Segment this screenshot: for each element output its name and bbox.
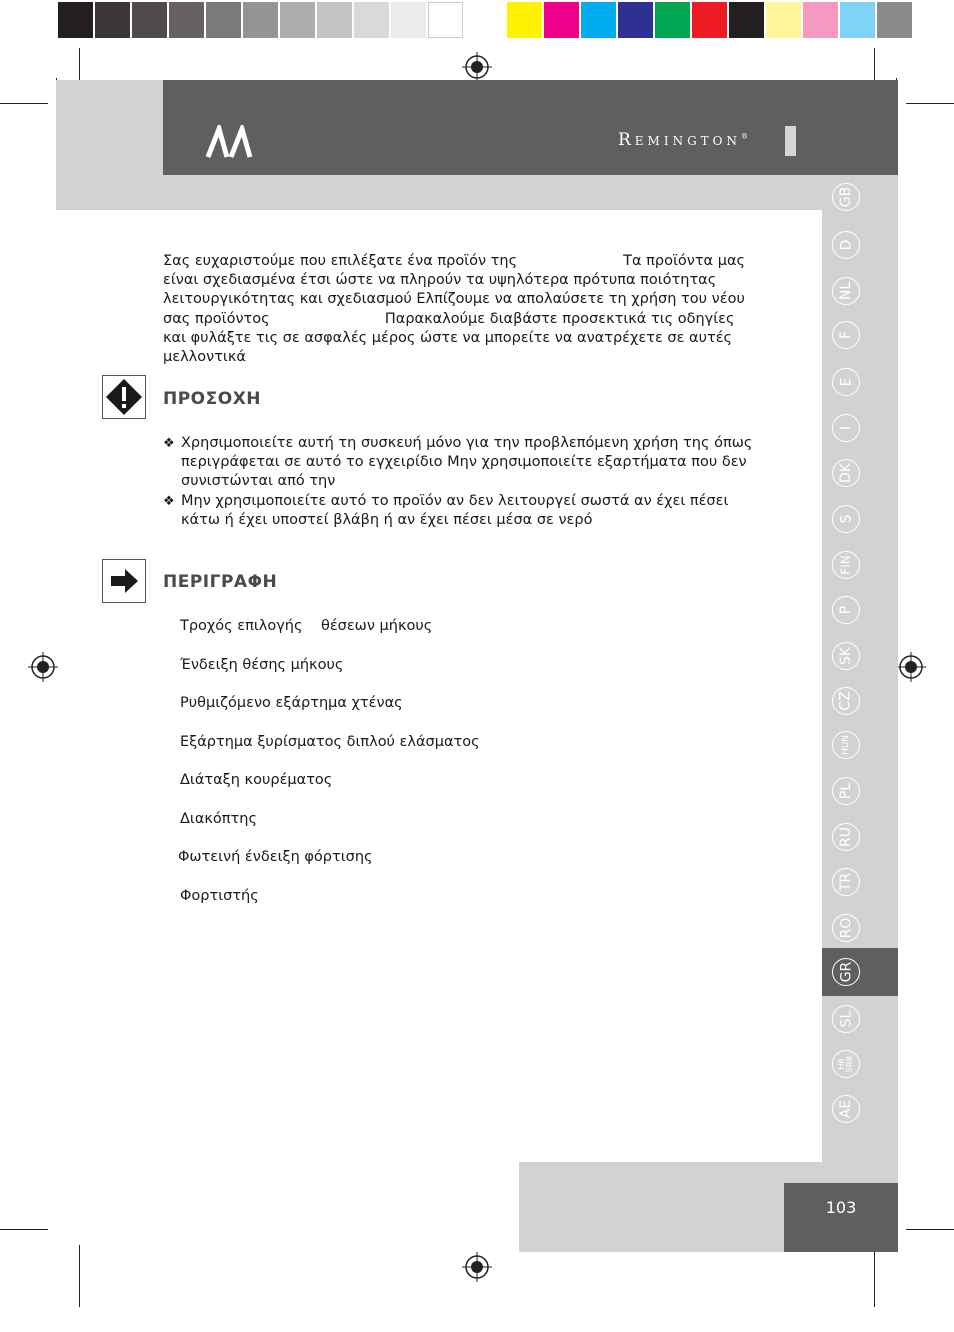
intro-line: μελλοντικά	[163, 349, 246, 366]
swatch	[243, 2, 278, 38]
language-tab-i[interactable]: I	[832, 414, 860, 442]
swatch	[840, 2, 875, 38]
caution-line: κάτω ή έχει υποστεί βλάβη ή αν έχει πέσει μέσα σε νερό	[181, 511, 593, 528]
intro-line: Σας ευχαριστούμε που επιλέξατε ένα προϊόν της Τα προϊόντα μας	[163, 253, 746, 269]
crop-mark	[79, 1245, 80, 1307]
warning-icon-box	[102, 375, 146, 419]
caution-line: συνιστώνται από την	[181, 473, 336, 490]
swatch	[803, 2, 838, 38]
swatch	[655, 2, 690, 38]
swatch	[206, 2, 241, 38]
language-tab-dk[interactable]: DK	[832, 459, 860, 487]
color-swatches	[507, 2, 914, 38]
swatch	[280, 2, 315, 38]
crop-mark	[0, 103, 48, 104]
arrow-right-icon	[103, 560, 145, 602]
swatch	[544, 2, 579, 38]
gray-swatches	[58, 2, 465, 38]
language-tab-gr[interactable]: GR	[832, 958, 860, 986]
arrow-icon-box	[102, 559, 146, 603]
description-item: Φορτιστής	[180, 888, 259, 904]
crop-mark	[906, 103, 954, 104]
intro-line: λειτουργικότητας και σχεδιασμού Ελπίζουμε να απολαύσετε τη χρήση του νέου	[163, 291, 745, 308]
caution-line: Χρησιμοποιείτε αυτή τη συσκευή μόνο για την προβλεπόμενη χρήση της όπως	[181, 435, 753, 451]
caution-item	[163, 434, 752, 492]
description-item: Εξάρτημα ξυρίσματος διπλού ελάσματος	[180, 734, 480, 750]
description-item: Ρυθμιζόμενο εξάρτημα χτένας	[180, 695, 403, 711]
language-tab-pl[interactable]: PL	[832, 777, 860, 805]
brand-logo	[618, 130, 748, 150]
caution-item	[163, 492, 752, 530]
description-item: Τροχός επιλογής θέσεων μήκους	[180, 618, 433, 634]
language-tab-ae[interactable]: AE	[832, 1095, 860, 1123]
language-tab-f[interactable]: F	[832, 321, 860, 349]
bullet-icon: ❖	[163, 493, 175, 509]
language-tab-s[interactable]: S	[832, 505, 860, 533]
language-tab-hun[interactable]: HUN	[832, 731, 860, 759]
crop-mark	[906, 1229, 954, 1230]
caution-list	[163, 434, 752, 530]
description-item: Διακόπτης	[180, 811, 257, 827]
language-tab-hr-srb[interactable]: HR SRB	[832, 1050, 860, 1078]
language-tab-ro[interactable]: RO	[832, 914, 860, 942]
registration-mark-icon	[462, 52, 492, 82]
swatch	[428, 2, 463, 38]
swatch	[729, 2, 764, 38]
bullet-icon: ❖	[163, 436, 175, 451]
brand-accent-bar	[785, 126, 796, 156]
description-item: Διάταξη κουρέματος	[180, 772, 333, 788]
description-heading: ΠΕΡΙΓΡΑΦΗ	[163, 572, 278, 592]
description-item: Φωτεινή ένδειξη φόρτισης	[178, 849, 373, 865]
page-number: 103	[825, 1198, 857, 1217]
swatch	[581, 2, 616, 38]
registration-mark-icon	[28, 652, 58, 682]
swatch	[354, 2, 389, 38]
swatch	[317, 2, 352, 38]
swatch	[507, 2, 542, 38]
intro-paragraph	[163, 252, 745, 367]
warning-icon	[103, 376, 145, 418]
swatch	[95, 2, 130, 38]
crop-mark	[874, 1245, 875, 1307]
language-tab-tr[interactable]: TR	[832, 868, 860, 896]
language-tab-p[interactable]: P	[832, 596, 860, 624]
swatch	[877, 2, 912, 38]
registered-mark: ®	[741, 132, 749, 141]
page-number-box	[784, 1183, 898, 1252]
intro-line: σας προϊόντος Παρακαλούμε διαβάστε προσεκτικά τις οδηγίες	[163, 310, 735, 327]
swatch	[58, 2, 93, 38]
brand-name: Remington	[618, 130, 742, 150]
intro-line: και φυλάξτε τις σε ασφαλές μέρος ώστε να μπορείτε να ανατρέχετε σε αυτές	[163, 329, 733, 346]
language-tab-nl[interactable]: NL	[832, 277, 860, 305]
language-tab-fin[interactable]: FIN	[832, 551, 860, 579]
swatch	[169, 2, 204, 38]
swatch	[132, 2, 167, 38]
caution-heading: ΠΡΟΣΟΧΗ	[163, 389, 262, 409]
language-tab-sk[interactable]: SK	[832, 642, 860, 670]
language-tab-gb[interactable]: GB	[832, 183, 860, 211]
language-tab-ru[interactable]: RU	[832, 823, 860, 851]
swatch	[766, 2, 801, 38]
swatch	[618, 2, 653, 38]
language-tab-e[interactable]: E	[832, 368, 860, 396]
description-item: Ένδειξη θέσης μήκους	[180, 657, 344, 673]
caution-line: Μην χρησιμοποιείτε αυτό το προϊόν αν δεν λειτουργεί σωστά αν έχει πέσει	[181, 492, 729, 509]
intro-line: είναι σχεδιασμένα έτσι ώστε να πληρούν τα υψηλότερα πρότυπα ποιότητας	[163, 272, 717, 289]
caution-line: περιγράφεται σε αυτό το εγχειρίδιο Μην χρησιμοποιείτε εξαρτήματα που δεν	[181, 454, 747, 471]
swatch	[692, 2, 727, 38]
registration-mark-icon	[462, 1252, 492, 1282]
registration-mark-icon	[896, 652, 926, 682]
language-tab-cz[interactable]: CZ	[832, 687, 860, 715]
color-calibration-bar	[58, 2, 914, 38]
language-tab-d[interactable]: D	[832, 231, 860, 259]
language-tab-sl[interactable]: SL	[832, 1005, 860, 1033]
product-logo-icon	[205, 125, 253, 159]
crop-mark	[0, 1229, 48, 1230]
swatch	[391, 2, 426, 38]
